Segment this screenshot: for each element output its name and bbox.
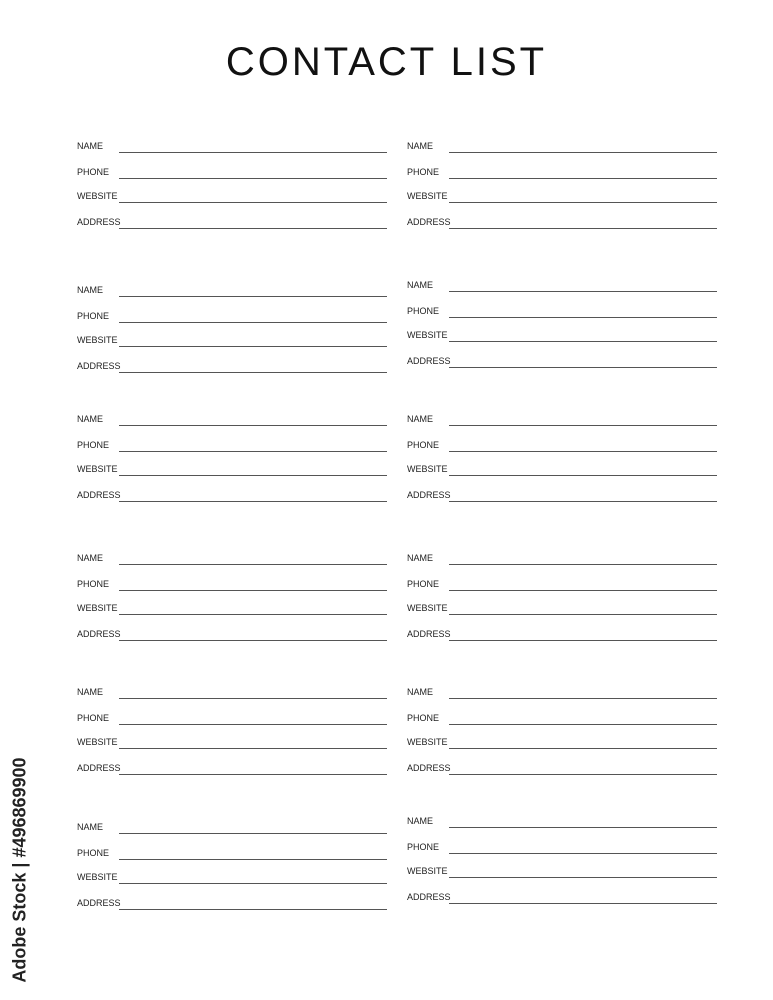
- phone-label: PHONE: [77, 167, 110, 177]
- website-line[interactable]: [119, 614, 387, 615]
- website-line[interactable]: [119, 883, 387, 884]
- phone-label: PHONE: [407, 713, 440, 723]
- website-line[interactable]: [119, 748, 387, 749]
- name-row: [407, 406, 717, 426]
- website-row: [77, 595, 387, 615]
- website-row: [407, 183, 717, 203]
- name-line[interactable]: [449, 564, 717, 565]
- name-label: NAME: [407, 414, 434, 424]
- phone-line[interactable]: [449, 317, 717, 318]
- website-row: [77, 729, 387, 749]
- name-line[interactable]: [449, 698, 717, 699]
- name-line[interactable]: [119, 698, 387, 699]
- address-line[interactable]: [119, 640, 387, 641]
- name-label: NAME: [77, 553, 104, 563]
- website-line[interactable]: [449, 877, 717, 878]
- contact-card: [77, 545, 387, 645]
- website-label: WEBSITE: [77, 872, 118, 882]
- address-label: ADDRESS: [77, 217, 121, 227]
- phone-row: [77, 159, 387, 179]
- name-row: [77, 679, 387, 699]
- address-row: [77, 621, 387, 641]
- name-row: [77, 133, 387, 153]
- website-row: [407, 729, 717, 749]
- phone-label: PHONE: [77, 713, 110, 723]
- phone-row: [77, 432, 387, 452]
- name-line[interactable]: [449, 827, 717, 828]
- name-label: NAME: [407, 280, 434, 290]
- website-label: WEBSITE: [77, 737, 118, 747]
- address-row: [407, 884, 717, 904]
- name-label: NAME: [407, 141, 434, 151]
- address-label: ADDRESS: [407, 763, 451, 773]
- phone-row: [407, 298, 717, 318]
- address-label: ADDRESS: [407, 629, 451, 639]
- phone-line[interactable]: [119, 451, 387, 452]
- name-line[interactable]: [119, 152, 387, 153]
- address-line[interactable]: [449, 501, 717, 502]
- phone-row: [77, 840, 387, 860]
- name-row: [407, 545, 717, 565]
- website-line[interactable]: [119, 346, 387, 347]
- address-line[interactable]: [449, 228, 717, 229]
- website-label: WEBSITE: [77, 191, 118, 201]
- phone-line[interactable]: [119, 178, 387, 179]
- address-row: [77, 482, 387, 502]
- address-line[interactable]: [119, 228, 387, 229]
- watermark-text: Adobe Stock | #496869900: [9, 756, 30, 983]
- phone-label: PHONE: [77, 311, 110, 321]
- website-label: WEBSITE: [407, 464, 448, 474]
- phone-label: PHONE: [407, 579, 440, 589]
- address-line[interactable]: [119, 372, 387, 373]
- address-row: [77, 353, 387, 373]
- address-row: [407, 482, 717, 502]
- contact-card: [77, 406, 387, 506]
- name-line[interactable]: [449, 425, 717, 426]
- address-line[interactable]: [449, 903, 717, 904]
- phone-label: PHONE: [77, 848, 110, 858]
- phone-row: [407, 159, 717, 179]
- contact-card: [407, 679, 717, 779]
- contact-card: [77, 679, 387, 779]
- phone-row: [77, 571, 387, 591]
- name-line[interactable]: [449, 291, 717, 292]
- website-row: [407, 595, 717, 615]
- website-line[interactable]: [449, 748, 717, 749]
- name-label: NAME: [77, 687, 104, 697]
- website-label: WEBSITE: [77, 603, 118, 613]
- phone-row: [407, 705, 717, 725]
- website-label: WEBSITE: [407, 866, 448, 876]
- phone-row: [407, 571, 717, 591]
- name-label: NAME: [77, 414, 104, 424]
- address-label: ADDRESS: [407, 490, 451, 500]
- name-row: [407, 679, 717, 699]
- name-label: NAME: [77, 141, 104, 151]
- website-label: WEBSITE: [407, 330, 448, 340]
- phone-line[interactable]: [119, 859, 387, 860]
- address-line[interactable]: [449, 640, 717, 641]
- name-line[interactable]: [119, 564, 387, 565]
- phone-label: PHONE: [407, 842, 440, 852]
- phone-row: [77, 303, 387, 323]
- website-row: [407, 322, 717, 342]
- address-label: ADDRESS: [407, 356, 451, 366]
- website-line[interactable]: [119, 202, 387, 203]
- phone-line[interactable]: [119, 590, 387, 591]
- phone-label: PHONE: [407, 167, 440, 177]
- contact-card: [77, 277, 387, 377]
- contact-card: [77, 814, 387, 914]
- website-label: WEBSITE: [77, 464, 118, 474]
- phone-line[interactable]: [449, 451, 717, 452]
- address-row: [407, 755, 717, 775]
- phone-line[interactable]: [119, 322, 387, 323]
- name-label: NAME: [407, 553, 434, 563]
- name-row: [77, 814, 387, 834]
- address-row: [407, 209, 717, 229]
- address-row: [407, 348, 717, 368]
- phone-line[interactable]: [449, 724, 717, 725]
- name-line[interactable]: [119, 296, 387, 297]
- website-label: WEBSITE: [407, 603, 448, 613]
- address-label: ADDRESS: [77, 629, 121, 639]
- contact-card: [407, 406, 717, 506]
- name-row: [407, 272, 717, 292]
- website-label: WEBSITE: [77, 335, 118, 345]
- name-label: NAME: [407, 687, 434, 697]
- address-label: ADDRESS: [407, 892, 451, 902]
- page-title: CONTACT LIST: [225, 40, 548, 84]
- website-line[interactable]: [449, 341, 717, 342]
- name-label: NAME: [407, 816, 434, 826]
- name-row: [407, 133, 717, 153]
- phone-label: PHONE: [407, 440, 440, 450]
- website-label: WEBSITE: [407, 191, 448, 201]
- address-label: ADDRESS: [77, 490, 121, 500]
- phone-label: PHONE: [407, 306, 440, 316]
- contact-card: [77, 133, 387, 233]
- name-label: NAME: [77, 285, 104, 295]
- phone-row: [77, 705, 387, 725]
- contact-card: [407, 545, 717, 645]
- address-line[interactable]: [119, 774, 387, 775]
- phone-line[interactable]: [449, 590, 717, 591]
- address-line[interactable]: [449, 367, 717, 368]
- name-row: [77, 545, 387, 565]
- name-row: [77, 277, 387, 297]
- name-label: NAME: [77, 822, 104, 832]
- address-line[interactable]: [119, 909, 387, 910]
- address-line[interactable]: [119, 501, 387, 502]
- website-line[interactable]: [449, 614, 717, 615]
- website-label: WEBSITE: [407, 737, 448, 747]
- phone-row: [407, 834, 717, 854]
- contact-card: [407, 808, 717, 908]
- address-row: [77, 209, 387, 229]
- website-row: [407, 858, 717, 878]
- phone-line[interactable]: [119, 724, 387, 725]
- address-label: ADDRESS: [77, 361, 121, 371]
- phone-line[interactable]: [449, 178, 717, 179]
- website-row: [407, 456, 717, 476]
- website-line[interactable]: [449, 202, 717, 203]
- address-row: [77, 755, 387, 775]
- phone-label: PHONE: [77, 579, 110, 589]
- website-line[interactable]: [449, 475, 717, 476]
- address-line[interactable]: [449, 774, 717, 775]
- name-line[interactable]: [119, 833, 387, 834]
- address-row: [77, 890, 387, 910]
- name-line[interactable]: [449, 152, 717, 153]
- website-row: [77, 864, 387, 884]
- address-label: ADDRESS: [77, 898, 121, 908]
- phone-line[interactable]: [449, 853, 717, 854]
- website-row: [77, 327, 387, 347]
- stock-watermark: [6, 752, 34, 987]
- website-row: [77, 183, 387, 203]
- website-row: [77, 456, 387, 476]
- address-label: ADDRESS: [407, 217, 451, 227]
- name-row: [77, 406, 387, 426]
- address-row: [407, 621, 717, 641]
- website-line[interactable]: [119, 475, 387, 476]
- name-line[interactable]: [119, 425, 387, 426]
- phone-row: [407, 432, 717, 452]
- name-row: [407, 808, 717, 828]
- phone-label: PHONE: [77, 440, 110, 450]
- contact-card: [407, 272, 717, 372]
- contact-card: [407, 133, 717, 233]
- address-label: ADDRESS: [77, 763, 121, 773]
